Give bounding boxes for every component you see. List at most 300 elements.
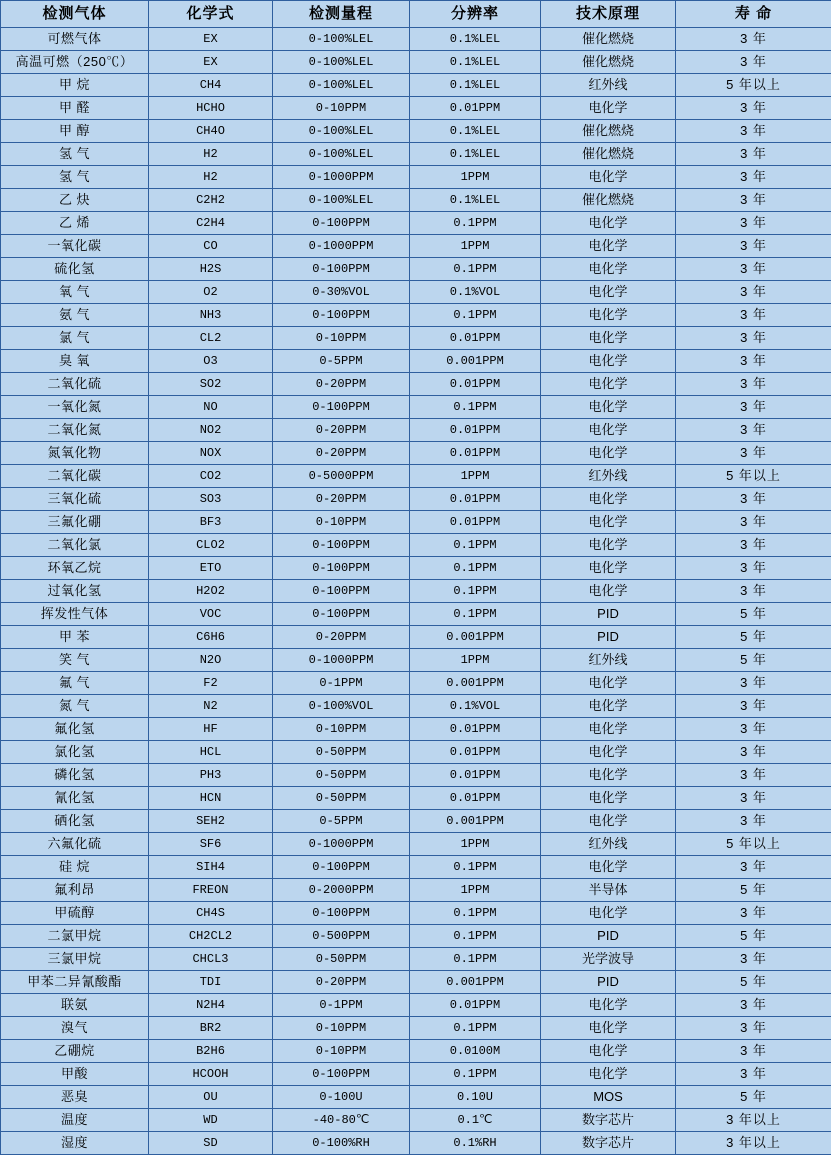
table-row bbox=[1, 28, 831, 51]
cell-gas: 甲 醛 bbox=[1, 97, 149, 120]
cell-gas: 一氧化碳 bbox=[1, 235, 149, 258]
cell-formula: CH4S bbox=[149, 902, 273, 925]
cell-principle: 电化学 bbox=[541, 534, 676, 557]
table-row bbox=[1, 810, 831, 833]
cell-resolution: 0.1PPM bbox=[410, 534, 541, 557]
cell-resolution: 0.1PPM bbox=[410, 580, 541, 603]
cell-lifetime: 3 年 bbox=[676, 902, 831, 925]
cell-lifetime: 3 年 bbox=[676, 373, 831, 396]
cell-lifetime: 5 年 bbox=[676, 603, 831, 626]
cell-lifetime: 3 年以上 bbox=[676, 1132, 831, 1155]
cell-range: 0-100PPM bbox=[273, 902, 410, 925]
cell-gas: 可燃气体 bbox=[1, 28, 149, 51]
cell-formula: O3 bbox=[149, 350, 273, 373]
cell-resolution: 1PPM bbox=[410, 649, 541, 672]
cell-range: 0-100PPM bbox=[273, 396, 410, 419]
cell-lifetime: 5 年 bbox=[676, 1086, 831, 1109]
cell-range: 0-50PPM bbox=[273, 764, 410, 787]
cell-formula: ETO bbox=[149, 557, 273, 580]
cell-principle: 电化学 bbox=[541, 1017, 676, 1040]
table-body bbox=[1, 28, 831, 1155]
cell-resolution: 0.1PPM bbox=[410, 1017, 541, 1040]
cell-formula: H2O2 bbox=[149, 580, 273, 603]
cell-formula: VOC bbox=[149, 603, 273, 626]
cell-gas: 乙 烯 bbox=[1, 212, 149, 235]
cell-gas: 氢 气 bbox=[1, 166, 149, 189]
column-header-resolution: 分辨率 bbox=[410, 1, 541, 28]
cell-range: 0-100%LEL bbox=[273, 74, 410, 97]
cell-gas: 氯 气 bbox=[1, 327, 149, 350]
cell-formula: BF3 bbox=[149, 511, 273, 534]
cell-resolution: 0.1PPM bbox=[410, 258, 541, 281]
cell-gas: 六氟化硫 bbox=[1, 833, 149, 856]
cell-formula: C2H2 bbox=[149, 189, 273, 212]
cell-lifetime: 5 年以上 bbox=[676, 74, 831, 97]
cell-gas: 温度 bbox=[1, 1109, 149, 1132]
table-row bbox=[1, 304, 831, 327]
cell-range: 0-20PPM bbox=[273, 442, 410, 465]
cell-lifetime: 3 年 bbox=[676, 51, 831, 74]
cell-range: 0-100%LEL bbox=[273, 120, 410, 143]
table-row bbox=[1, 465, 831, 488]
cell-lifetime: 3 年 bbox=[676, 120, 831, 143]
cell-resolution: 0.1%LEL bbox=[410, 51, 541, 74]
table-row bbox=[1, 189, 831, 212]
cell-gas: 硫化氢 bbox=[1, 258, 149, 281]
cell-lifetime: 3 年 bbox=[676, 994, 831, 1017]
cell-gas: 氧 气 bbox=[1, 281, 149, 304]
table-row bbox=[1, 603, 831, 626]
table-row bbox=[1, 695, 831, 718]
cell-lifetime: 5 年 bbox=[676, 925, 831, 948]
cell-principle: 电化学 bbox=[541, 373, 676, 396]
cell-lifetime: 5 年 bbox=[676, 971, 831, 994]
cell-range: 0-1000PPM bbox=[273, 166, 410, 189]
cell-gas: 三氯甲烷 bbox=[1, 948, 149, 971]
cell-gas: 硒化氢 bbox=[1, 810, 149, 833]
cell-lifetime: 3 年 bbox=[676, 1017, 831, 1040]
cell-gas: 二氧化氮 bbox=[1, 419, 149, 442]
cell-range: 0-100%LEL bbox=[273, 189, 410, 212]
cell-resolution: 0.1%LEL bbox=[410, 189, 541, 212]
cell-formula: FREON bbox=[149, 879, 273, 902]
cell-lifetime: 3 年 bbox=[676, 143, 831, 166]
cell-principle: 电化学 bbox=[541, 442, 676, 465]
cell-formula: CHCL3 bbox=[149, 948, 273, 971]
cell-gas: 三氧化硫 bbox=[1, 488, 149, 511]
cell-formula: N2 bbox=[149, 695, 273, 718]
cell-formula: SO3 bbox=[149, 488, 273, 511]
table-row bbox=[1, 787, 831, 810]
table-row bbox=[1, 580, 831, 603]
cell-range: 0-1000PPM bbox=[273, 235, 410, 258]
cell-formula: O2 bbox=[149, 281, 273, 304]
cell-resolution: 1PPM bbox=[410, 465, 541, 488]
cell-range: 0-10PPM bbox=[273, 97, 410, 120]
cell-range: 0-100PPM bbox=[273, 258, 410, 281]
cell-formula: TDI bbox=[149, 971, 273, 994]
cell-formula: CH4 bbox=[149, 74, 273, 97]
cell-resolution: 0.1%LEL bbox=[410, 120, 541, 143]
column-header-range: 检测量程 bbox=[273, 1, 410, 28]
cell-principle: 电化学 bbox=[541, 281, 676, 304]
table-row bbox=[1, 856, 831, 879]
cell-principle: 电化学 bbox=[541, 672, 676, 695]
cell-formula: F2 bbox=[149, 672, 273, 695]
cell-principle: 数字芯片 bbox=[541, 1132, 676, 1155]
table-header bbox=[1, 1, 831, 28]
table-row bbox=[1, 741, 831, 764]
table-row bbox=[1, 626, 831, 649]
cell-resolution: 0.1%RH bbox=[410, 1132, 541, 1155]
cell-range: 0-20PPM bbox=[273, 373, 410, 396]
table-row bbox=[1, 51, 831, 74]
cell-gas: 甲 醇 bbox=[1, 120, 149, 143]
cell-resolution: 0.01PPM bbox=[410, 488, 541, 511]
cell-range: 0-20PPM bbox=[273, 971, 410, 994]
cell-range: 0-20PPM bbox=[273, 488, 410, 511]
cell-formula: HCN bbox=[149, 787, 273, 810]
table-row bbox=[1, 120, 831, 143]
table-row bbox=[1, 97, 831, 120]
cell-formula: CO bbox=[149, 235, 273, 258]
cell-lifetime: 3 年 bbox=[676, 810, 831, 833]
cell-gas: 二氧化碳 bbox=[1, 465, 149, 488]
cell-resolution: 0.01PPM bbox=[410, 419, 541, 442]
cell-gas: 二氧化硫 bbox=[1, 373, 149, 396]
cell-gas: 乙硼烷 bbox=[1, 1040, 149, 1063]
cell-gas: 臭 氧 bbox=[1, 350, 149, 373]
cell-resolution: 0.01PPM bbox=[410, 741, 541, 764]
cell-resolution: 0.1%LEL bbox=[410, 74, 541, 97]
cell-gas: 恶臭 bbox=[1, 1086, 149, 1109]
table-row bbox=[1, 764, 831, 787]
cell-principle: 数字芯片 bbox=[541, 1109, 676, 1132]
cell-resolution: 0.1%VOL bbox=[410, 281, 541, 304]
cell-formula: HCL bbox=[149, 741, 273, 764]
cell-principle: 电化学 bbox=[541, 97, 676, 120]
table-row bbox=[1, 994, 831, 1017]
cell-gas: 乙 炔 bbox=[1, 189, 149, 212]
cell-principle: 电化学 bbox=[541, 166, 676, 189]
cell-principle: 电化学 bbox=[541, 327, 676, 350]
cell-lifetime: 3 年 bbox=[676, 166, 831, 189]
cell-range: 0-50PPM bbox=[273, 948, 410, 971]
cell-resolution: 0.1%LEL bbox=[410, 143, 541, 166]
cell-principle: PID bbox=[541, 626, 676, 649]
cell-resolution: 0.1%VOL bbox=[410, 695, 541, 718]
cell-gas: 溴气 bbox=[1, 1017, 149, 1040]
cell-range: -40-80℃ bbox=[273, 1109, 410, 1132]
cell-formula: CLO2 bbox=[149, 534, 273, 557]
cell-resolution: 1PPM bbox=[410, 235, 541, 258]
cell-lifetime: 3 年 bbox=[676, 304, 831, 327]
table-row bbox=[1, 534, 831, 557]
cell-formula: NOX bbox=[149, 442, 273, 465]
cell-resolution: 0.01PPM bbox=[410, 442, 541, 465]
table-row bbox=[1, 879, 831, 902]
table-row bbox=[1, 1017, 831, 1040]
cell-range: 0-2000PPM bbox=[273, 879, 410, 902]
cell-principle: PID bbox=[541, 925, 676, 948]
cell-principle: PID bbox=[541, 971, 676, 994]
column-header-gas: 检测气体 bbox=[1, 1, 149, 28]
table-row bbox=[1, 396, 831, 419]
cell-principle: 电化学 bbox=[541, 304, 676, 327]
cell-lifetime: 3 年 bbox=[676, 856, 831, 879]
cell-principle: 电化学 bbox=[541, 1040, 676, 1063]
table-row bbox=[1, 718, 831, 741]
cell-lifetime: 3 年 bbox=[676, 764, 831, 787]
cell-gas: 磷化氢 bbox=[1, 764, 149, 787]
cell-principle: 催化燃烧 bbox=[541, 120, 676, 143]
table-row bbox=[1, 74, 831, 97]
cell-principle: 半导体 bbox=[541, 879, 676, 902]
table-row bbox=[1, 971, 831, 994]
cell-resolution: 0.1PPM bbox=[410, 212, 541, 235]
cell-gas: 一氧化氮 bbox=[1, 396, 149, 419]
table-row bbox=[1, 212, 831, 235]
cell-resolution: 0.01PPM bbox=[410, 718, 541, 741]
cell-gas: 氮氧化物 bbox=[1, 442, 149, 465]
cell-principle: 催化燃烧 bbox=[541, 189, 676, 212]
cell-gas: 甲硫醇 bbox=[1, 902, 149, 925]
cell-formula: SO2 bbox=[149, 373, 273, 396]
cell-principle: 电化学 bbox=[541, 235, 676, 258]
table-row bbox=[1, 948, 831, 971]
cell-principle: 电化学 bbox=[541, 902, 676, 925]
cell-range: 0-20PPM bbox=[273, 626, 410, 649]
cell-gas: 甲 烷 bbox=[1, 74, 149, 97]
cell-resolution: 0.01PPM bbox=[410, 97, 541, 120]
table-row bbox=[1, 143, 831, 166]
column-header-principle: 技术原理 bbox=[541, 1, 676, 28]
cell-resolution: 0.01PPM bbox=[410, 994, 541, 1017]
cell-formula: PH3 bbox=[149, 764, 273, 787]
cell-lifetime: 5 年以上 bbox=[676, 465, 831, 488]
cell-lifetime: 3 年 bbox=[676, 511, 831, 534]
cell-gas: 氟 气 bbox=[1, 672, 149, 695]
cell-principle: 电化学 bbox=[541, 741, 676, 764]
cell-formula: CH4O bbox=[149, 120, 273, 143]
cell-formula: NO bbox=[149, 396, 273, 419]
table-row bbox=[1, 258, 831, 281]
cell-principle: MOS bbox=[541, 1086, 676, 1109]
cell-lifetime: 3 年 bbox=[676, 741, 831, 764]
table-row bbox=[1, 350, 831, 373]
cell-formula: NO2 bbox=[149, 419, 273, 442]
cell-range: 0-100PPM bbox=[273, 1063, 410, 1086]
cell-range: 0-100PPM bbox=[273, 212, 410, 235]
cell-range: 0-100PPM bbox=[273, 603, 410, 626]
cell-formula: N2O bbox=[149, 649, 273, 672]
cell-gas: 硅 烷 bbox=[1, 856, 149, 879]
cell-range: 0-100%LEL bbox=[273, 51, 410, 74]
column-header-formula: 化学式 bbox=[149, 1, 273, 28]
cell-lifetime: 3 年 bbox=[676, 557, 831, 580]
cell-formula: NH3 bbox=[149, 304, 273, 327]
cell-gas: 过氧化氢 bbox=[1, 580, 149, 603]
cell-principle: 电化学 bbox=[541, 419, 676, 442]
table-row bbox=[1, 488, 831, 511]
cell-formula: B2H6 bbox=[149, 1040, 273, 1063]
cell-lifetime: 5 年 bbox=[676, 879, 831, 902]
cell-principle: 红外线 bbox=[541, 74, 676, 97]
cell-range: 0-500PPM bbox=[273, 925, 410, 948]
cell-principle: 电化学 bbox=[541, 488, 676, 511]
cell-resolution: 0.01PPM bbox=[410, 511, 541, 534]
cell-formula: SIH4 bbox=[149, 856, 273, 879]
cell-lifetime: 3 年 bbox=[676, 235, 831, 258]
table-row bbox=[1, 235, 831, 258]
cell-gas: 氢 气 bbox=[1, 143, 149, 166]
table-row bbox=[1, 1063, 831, 1086]
cell-principle: 催化燃烧 bbox=[541, 51, 676, 74]
cell-principle: 电化学 bbox=[541, 787, 676, 810]
cell-lifetime: 3 年 bbox=[676, 442, 831, 465]
cell-range: 0-1000PPM bbox=[273, 833, 410, 856]
cell-formula: H2S bbox=[149, 258, 273, 281]
table-row bbox=[1, 281, 831, 304]
cell-lifetime: 3 年 bbox=[676, 672, 831, 695]
cell-resolution: 0.1PPM bbox=[410, 603, 541, 626]
cell-resolution: 0.1PPM bbox=[410, 856, 541, 879]
table-row bbox=[1, 511, 831, 534]
cell-range: 0-30%VOL bbox=[273, 281, 410, 304]
cell-resolution: 0.1PPM bbox=[410, 902, 541, 925]
table-row bbox=[1, 327, 831, 350]
cell-principle: 电化学 bbox=[541, 718, 676, 741]
cell-resolution: 1PPM bbox=[410, 879, 541, 902]
cell-range: 0-5000PPM bbox=[273, 465, 410, 488]
cell-lifetime: 3 年以上 bbox=[676, 1109, 831, 1132]
cell-principle: 电化学 bbox=[541, 511, 676, 534]
table-row bbox=[1, 419, 831, 442]
cell-resolution: 0.001PPM bbox=[410, 810, 541, 833]
cell-resolution: 0.01PPM bbox=[410, 373, 541, 396]
cell-range: 0-100PPM bbox=[273, 856, 410, 879]
cell-resolution: 0.10U bbox=[410, 1086, 541, 1109]
cell-range: 0-50PPM bbox=[273, 741, 410, 764]
cell-principle: 电化学 bbox=[541, 212, 676, 235]
cell-formula: CO2 bbox=[149, 465, 273, 488]
cell-range: 0-100%LEL bbox=[273, 28, 410, 51]
cell-formula: HF bbox=[149, 718, 273, 741]
cell-range: 0-100%VOL bbox=[273, 695, 410, 718]
cell-lifetime: 3 年 bbox=[676, 718, 831, 741]
cell-resolution: 1PPM bbox=[410, 166, 541, 189]
cell-lifetime: 3 年 bbox=[676, 327, 831, 350]
table-row bbox=[1, 1040, 831, 1063]
cell-formula: N2H4 bbox=[149, 994, 273, 1017]
cell-resolution: 0.1PPM bbox=[410, 1063, 541, 1086]
cell-principle: 光学波导 bbox=[541, 948, 676, 971]
cell-principle: 电化学 bbox=[541, 1063, 676, 1086]
cell-principle: 催化燃烧 bbox=[541, 143, 676, 166]
table-header-row bbox=[1, 1, 831, 28]
cell-lifetime: 3 年 bbox=[676, 28, 831, 51]
table-row bbox=[1, 1109, 831, 1132]
cell-lifetime: 5 年 bbox=[676, 649, 831, 672]
cell-resolution: 0.001PPM bbox=[410, 626, 541, 649]
cell-principle: 电化学 bbox=[541, 350, 676, 373]
table-row bbox=[1, 902, 831, 925]
column-header-lifetime: 寿 命 bbox=[676, 1, 831, 28]
cell-gas: 甲酸 bbox=[1, 1063, 149, 1086]
cell-resolution: 0.01PPM bbox=[410, 787, 541, 810]
cell-range: 0-10PPM bbox=[273, 327, 410, 350]
cell-gas: 三氟化硼 bbox=[1, 511, 149, 534]
cell-resolution: 0.1PPM bbox=[410, 925, 541, 948]
cell-gas: 甲苯二异氰酸酯 bbox=[1, 971, 149, 994]
cell-principle: 电化学 bbox=[541, 856, 676, 879]
cell-gas: 高温可燃（250℃） bbox=[1, 51, 149, 74]
cell-lifetime: 3 年 bbox=[676, 488, 831, 511]
cell-principle: 电化学 bbox=[541, 994, 676, 1017]
cell-lifetime: 3 年 bbox=[676, 695, 831, 718]
cell-lifetime: 5 年 bbox=[676, 626, 831, 649]
cell-range: 0-1000PPM bbox=[273, 649, 410, 672]
cell-resolution: 0.001PPM bbox=[410, 350, 541, 373]
cell-range: 0-100%RH bbox=[273, 1132, 410, 1155]
cell-lifetime: 3 年 bbox=[676, 281, 831, 304]
table-row bbox=[1, 166, 831, 189]
cell-principle: 电化学 bbox=[541, 580, 676, 603]
cell-resolution: 0.1PPM bbox=[410, 396, 541, 419]
cell-lifetime: 3 年 bbox=[676, 580, 831, 603]
table-row bbox=[1, 672, 831, 695]
cell-range: 0-100%LEL bbox=[273, 143, 410, 166]
cell-lifetime: 3 年 bbox=[676, 189, 831, 212]
cell-range: 0-1PPM bbox=[273, 672, 410, 695]
cell-gas: 二氧化氯 bbox=[1, 534, 149, 557]
cell-gas: 笑 气 bbox=[1, 649, 149, 672]
table-row bbox=[1, 1086, 831, 1109]
cell-gas: 氟化氢 bbox=[1, 718, 149, 741]
cell-formula: HCOOH bbox=[149, 1063, 273, 1086]
cell-gas: 氮 气 bbox=[1, 695, 149, 718]
cell-formula: H2 bbox=[149, 143, 273, 166]
cell-resolution: 0.01PPM bbox=[410, 764, 541, 787]
cell-principle: PID bbox=[541, 603, 676, 626]
cell-formula: HCHO bbox=[149, 97, 273, 120]
cell-range: 0-5PPM bbox=[273, 350, 410, 373]
cell-principle: 电化学 bbox=[541, 258, 676, 281]
cell-gas: 环氧乙烷 bbox=[1, 557, 149, 580]
cell-formula: SF6 bbox=[149, 833, 273, 856]
cell-range: 0-100PPM bbox=[273, 557, 410, 580]
cell-formula: SEH2 bbox=[149, 810, 273, 833]
cell-resolution: 0.1PPM bbox=[410, 948, 541, 971]
cell-range: 0-50PPM bbox=[273, 787, 410, 810]
cell-gas: 甲 苯 bbox=[1, 626, 149, 649]
cell-lifetime: 3 年 bbox=[676, 419, 831, 442]
cell-formula: OU bbox=[149, 1086, 273, 1109]
cell-resolution: 0.1℃ bbox=[410, 1109, 541, 1132]
cell-principle: 催化燃烧 bbox=[541, 28, 676, 51]
cell-formula: CL2 bbox=[149, 327, 273, 350]
cell-lifetime: 3 年 bbox=[676, 396, 831, 419]
table-row bbox=[1, 557, 831, 580]
cell-formula: H2 bbox=[149, 166, 273, 189]
table-row bbox=[1, 1132, 831, 1155]
cell-gas: 湿度 bbox=[1, 1132, 149, 1155]
cell-lifetime: 3 年 bbox=[676, 1063, 831, 1086]
cell-formula: C6H6 bbox=[149, 626, 273, 649]
cell-principle: 电化学 bbox=[541, 764, 676, 787]
cell-formula: EX bbox=[149, 51, 273, 74]
cell-formula: CH2CL2 bbox=[149, 925, 273, 948]
